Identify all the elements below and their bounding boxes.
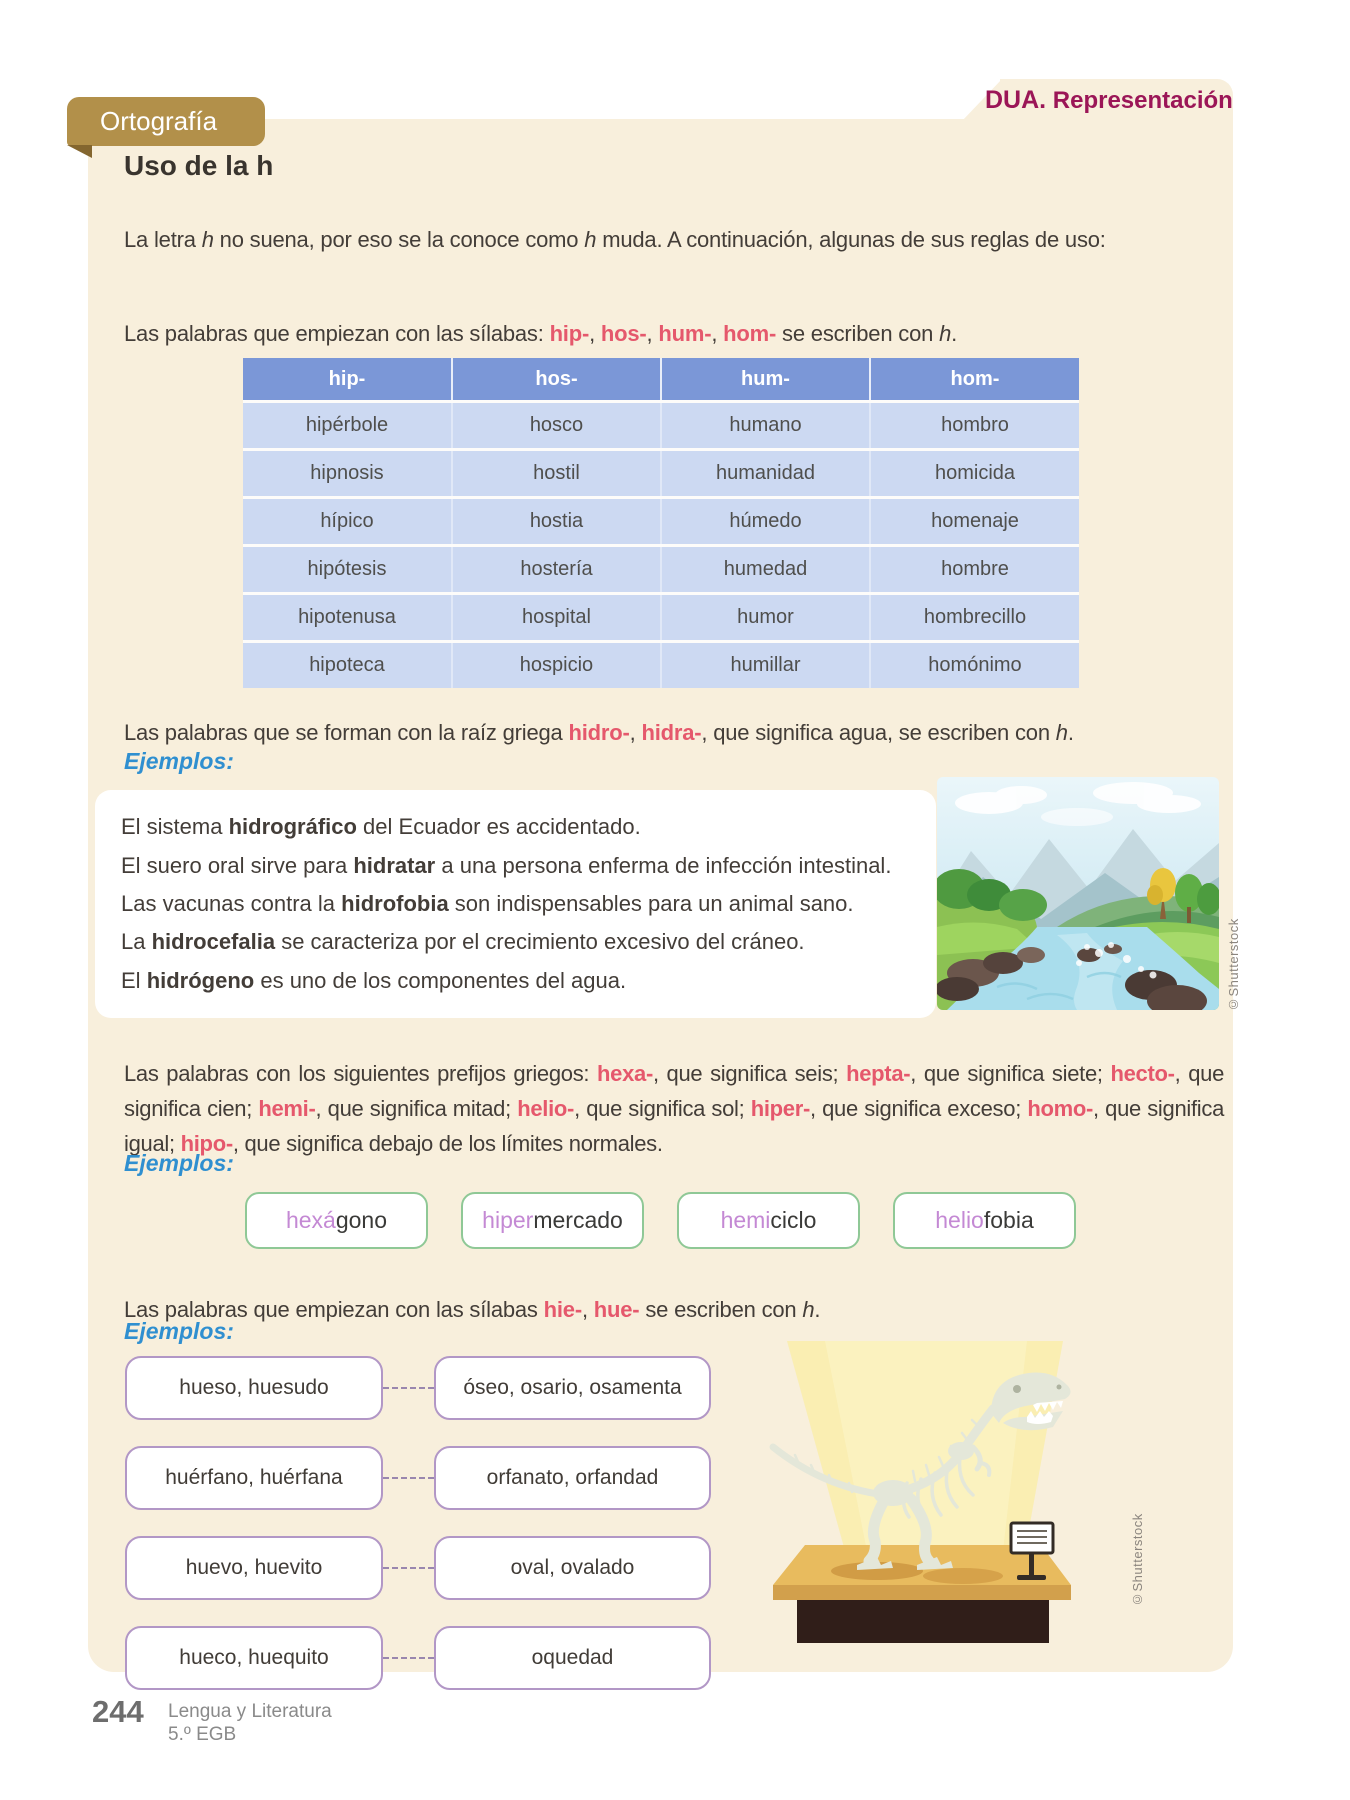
chip-prefix: hemi <box>720 1207 771 1233</box>
example-sentence: El suero oral sirve para hidratar a una persona enferma de infección intestinal. <box>121 852 892 878</box>
rule-hie-hue: Las palabras que empiezan con las sílabas hie-, hue- se escriben con h. <box>124 1297 821 1322</box>
page-title: Uso de la h <box>124 150 274 181</box>
table-cell: hombrecillo <box>870 594 1079 642</box>
river-illustration-svg <box>937 777 1219 1010</box>
prefix-example-chips <box>245 1192 1076 1249</box>
table-cell: hipnosis <box>243 450 452 498</box>
table-row <box>243 642 1079 689</box>
table-cell: hombre <box>870 546 1079 594</box>
table-cell: hombro <box>870 402 1079 450</box>
chip-rest: gono <box>335 1207 388 1233</box>
table-cell: humanidad <box>661 450 870 498</box>
pair-connector-line <box>383 1657 434 1659</box>
table-cell: hosco <box>452 402 661 450</box>
table-header-cell: hum- <box>661 358 870 402</box>
table-row <box>243 498 1079 546</box>
table-cell: humor <box>661 594 870 642</box>
table-cell: hipótesis <box>243 546 452 594</box>
chip-rest: ciclo <box>770 1207 817 1233</box>
table-cell: hostil <box>452 450 661 498</box>
example-sentence: El hidrógeno es uno de los componentes del agua. <box>121 967 627 993</box>
pair-left-box: huevo, huevito <box>125 1536 383 1600</box>
example-chip <box>245 1192 428 1249</box>
pair-connector-line <box>383 1477 434 1479</box>
section-tab-ortografia: Ortografía <box>67 97 265 146</box>
table-cell: homenaje <box>870 498 1079 546</box>
page-number: 244 <box>92 1694 144 1729</box>
chip-prefix: helio <box>935 1207 984 1233</box>
footer-subject <box>168 1700 332 1746</box>
matching-pair-row <box>125 1626 725 1690</box>
pair-right-box: oquedad <box>434 1626 711 1690</box>
table-row <box>243 402 1079 450</box>
dua-label <box>985 86 1233 115</box>
footer-subject-line: Lengua y Literatura <box>168 1701 332 1722</box>
dinosaur-illustration-svg <box>765 1335 1080 1645</box>
matching-pair-row <box>125 1446 725 1510</box>
pair-left-box: hueso, huesudo <box>125 1356 383 1420</box>
table-row <box>243 546 1079 594</box>
table-header-cell: hip- <box>243 358 452 402</box>
table-header-cell: hos- <box>452 358 661 402</box>
chip-prefix: hiper <box>482 1207 534 1233</box>
example-sentence: El sistema hidrográfico del Ecuador es accidentado. <box>121 814 641 840</box>
example-sentence: Las vacunas contra la hidrofobia son indispensables para un animal sano. <box>121 890 854 916</box>
dua-acronym: DUA. <box>985 86 1047 114</box>
matching-pairs <box>125 1356 725 1716</box>
shutterstock-credit-dino: ©Shutterstock <box>1130 1513 1145 1607</box>
ejemplos-label-2: Ejemplos: <box>124 1150 234 1176</box>
example-sentence-box <box>95 790 936 1018</box>
chip-prefix: hexá <box>285 1207 336 1233</box>
matching-pair-row <box>125 1356 725 1420</box>
table-cell: humedad <box>661 546 870 594</box>
syllable-table <box>243 358 1079 688</box>
footer-grade-line: 5.º EGB <box>168 1724 237 1745</box>
table-cell: hospital <box>452 594 661 642</box>
example-chip <box>461 1192 644 1249</box>
example-chip <box>893 1192 1076 1249</box>
table-cell: hipoteca <box>243 642 452 689</box>
pair-right-box: orfanato, orfandad <box>434 1446 711 1510</box>
table-cell: humillar <box>661 642 870 689</box>
pair-right-box: oval, ovalado <box>434 1536 711 1600</box>
example-chip <box>677 1192 860 1249</box>
table-cell: hipotenusa <box>243 594 452 642</box>
intro-paragraph: La letra h no suena, por eso se la conoce como h muda. A continuación, algunas de sus reglas de uso: <box>124 227 1106 252</box>
table-row <box>243 450 1079 498</box>
shutterstock-credit-river: ©Shutterstock <box>1226 918 1241 1012</box>
rule-hip-hos-hum-hom: Las palabras que empiezan con las sílabas: hip-, hos-, hum-, hom- se escriben con h. <box>124 321 958 346</box>
chip-rest: fobia <box>983 1207 1034 1233</box>
table-cell: hospicio <box>452 642 661 689</box>
pair-connector-line <box>383 1567 434 1569</box>
table-cell: hípico <box>243 498 452 546</box>
ejemplos-label-1: Ejemplos: <box>124 748 234 774</box>
dinosaur-skeleton-illustration <box>765 1335 1080 1645</box>
table-cell: homicida <box>870 450 1079 498</box>
dua-representacion: Representación <box>1052 87 1233 114</box>
table-cell: hostia <box>452 498 661 546</box>
h-table-body <box>243 402 1079 689</box>
table-cell: hostería <box>452 546 661 594</box>
table-cell: hipérbole <box>243 402 452 450</box>
table-cell: homónimo <box>870 642 1079 689</box>
table-header-cell: hom- <box>870 358 1079 402</box>
example-sentence: La hidrocefalia se caracteriza por el crecimiento excesivo del cráneo. <box>121 929 805 955</box>
chip-rest: mercado <box>533 1207 623 1233</box>
table-cell: húmedo <box>661 498 870 546</box>
pair-left-box: hueco, huequito <box>125 1626 383 1690</box>
table-cell: humano <box>661 402 870 450</box>
table-header-row <box>243 358 1079 402</box>
pair-connector-line <box>383 1387 434 1389</box>
rule-hidro-hidra: Las palabras que se forman con la raíz griega hidro-, hidra-, que significa agua, se escriben con h. <box>124 720 1074 745</box>
syllable-table-head <box>243 358 1079 402</box>
pair-left-box: huérfano, huérfana <box>125 1446 383 1510</box>
matching-pair-row <box>125 1536 725 1600</box>
pair-right-box: óseo, osario, osamenta <box>434 1356 711 1420</box>
river-landscape-illustration <box>937 777 1219 1010</box>
table-row <box>243 594 1079 642</box>
ejemplos-label-3: Ejemplos: <box>124 1318 234 1344</box>
rule-greek-prefixes: Las palabras con los siguientes prefijos griegos: hexa-, que significa seis; hepta-, que significa siete; hecto-, que significa cien; hemi-, que significa mitad; helio-, que significa sol; hiper-, que significa exceso; homo-, que significa igual; hipo-, que significa debajo de los límites normales. <box>124 1061 1225 1156</box>
